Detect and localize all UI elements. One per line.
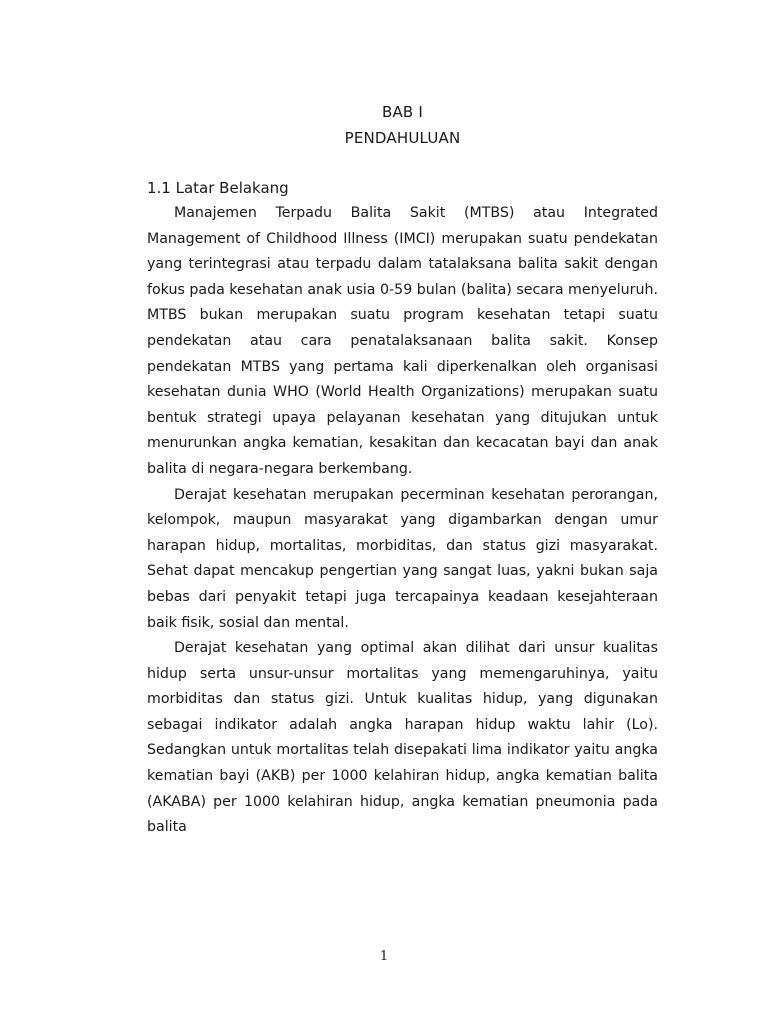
paragraph-mtbs: Manajemen Terpadu Balita Sakit (MTBS) atau Integrated Management of Childhood Illness (IMCI) merupakan suatu pendekatan yang terintegrasi atau terpadu dalam tatalaksana balita sakit dengan fokus pada kesehatan anak usia 0-59 bulan (balita) secara menyeluruh. MTBS bukan merupakan suatu program kesehatan tetapi suatu pendekatan atau cara penatalaksanaan balita sakit. Konsep pendekatan MTBS yang pertama kali diperkenalkan oleh organisasi kesehatan dunia WHO (World Health Organizations) merupakan suatu bentuk strategi upaya pelayanan kesehatan yang ditujukan untuk menurunkan angka kematian, kesakitan dan kecacatan bayi dan anak balita di negara-negara berkembang. — [147, 205, 658, 477]
paragraph-derajat-optimal: Derajat kesehatan yang optimal akan dilihat dari unsur kualitas hidup serta unsur-unsur mortalitas yang memengaruhinya, yaitu morbiditas dan status gizi. Untuk kualitas hidup, yang digunakan sebagai indikator adalah angka harapan hidup waktu lahir (Lo). Sedangkan untuk mortalitas telah disepakati lima indikator yaitu angka kematian bayi (AKB) per 1000 kelahiran hidup, angka kematian balita (AKABA) per 1000 kelahiran hidup, angka kematian pneumonia pada balita — [147, 640, 658, 836]
page-number: 1 — [379, 949, 389, 964]
chapter-number: BAB I — [381, 103, 424, 121]
paragraph-derajat-kesehatan: Derajat kesehatan merupakan pecerminan kesehatan perorangan, kelompok, maupun masyarakat yang digambarkan dengan umur harapan hidup, mortalitas, morbiditas, dan status gizi masyarakat. Sehat dapat mencakup pengertian yang sangat luas, yakni bukan saja bebas dari penyakit tetapi juga tercapainya keadaan kesejahteraan baik fisik, sosial dan mental. — [147, 486, 658, 631]
chapter-title: PENDAHULUAN — [344, 129, 461, 147]
section-heading: 1.1 Latar Belakang — [147, 179, 289, 197]
body-text — [147, 201, 658, 841]
